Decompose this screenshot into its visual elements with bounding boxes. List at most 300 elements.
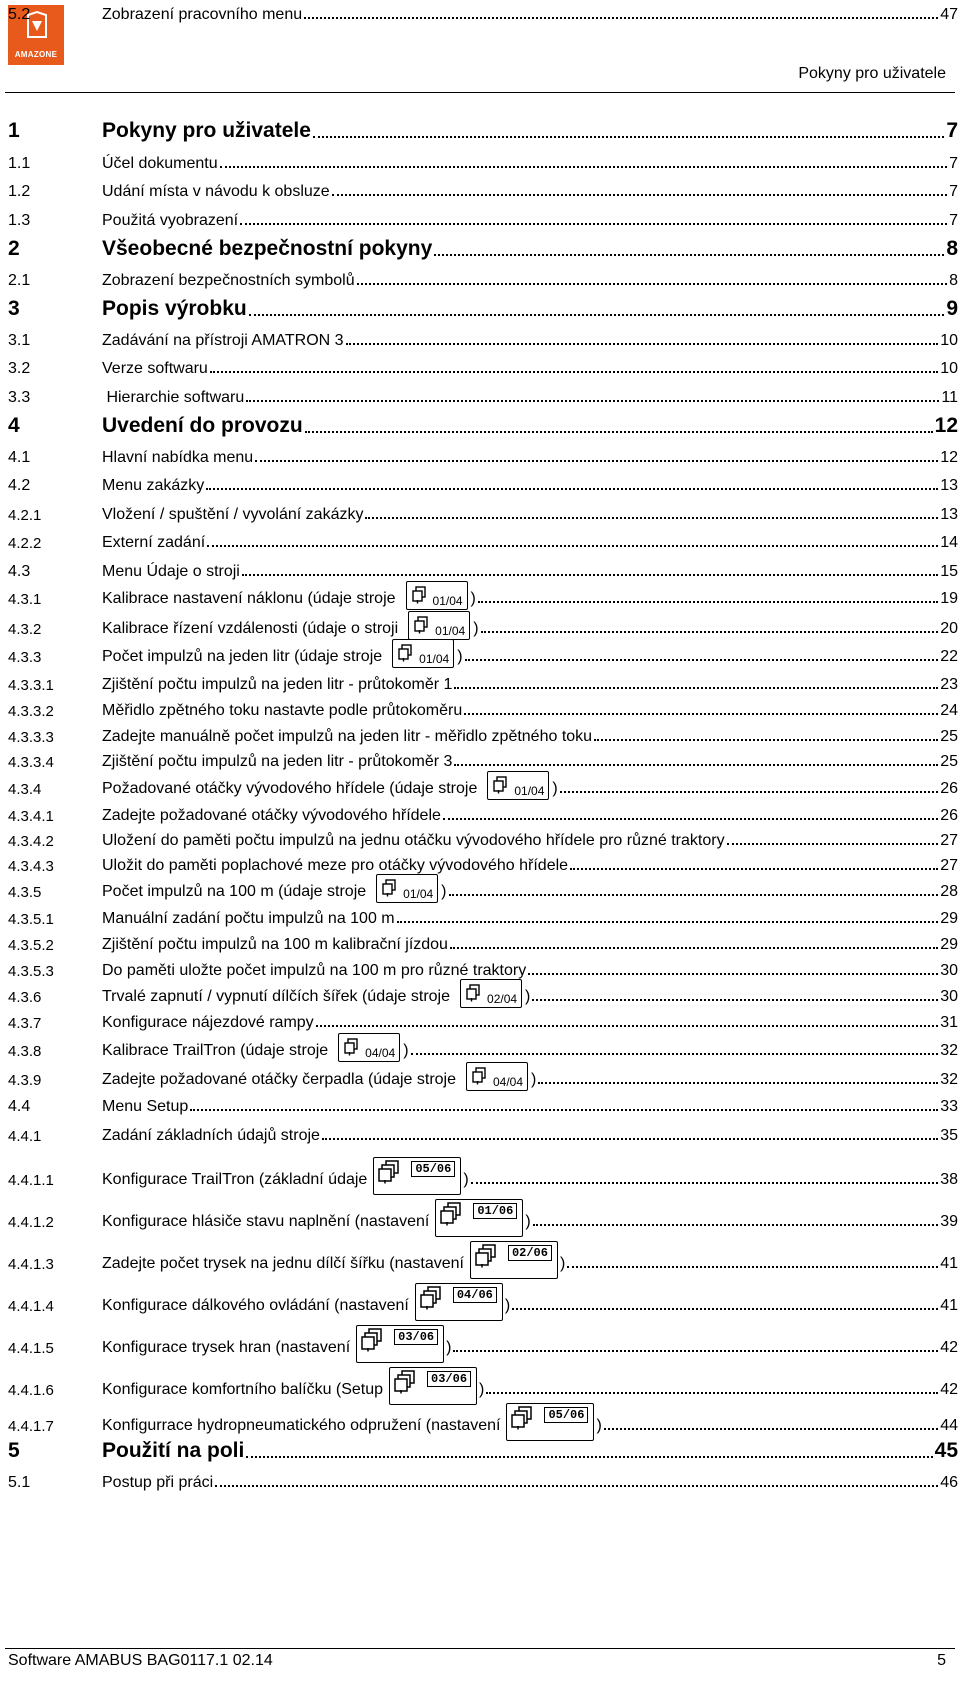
toc-entry-title-text: Popis výrobku <box>102 297 247 320</box>
toc-entry-title <box>102 119 311 143</box>
toc-entry-page: 44 <box>940 1417 958 1434</box>
toc-entry-number: 4.3.3.3 <box>8 729 54 746</box>
toc-entry-title-text: Postup při práci <box>102 1474 214 1491</box>
toc-entry[interactable] <box>8 471 958 495</box>
toc-entry-title-text: Zadávání na přístroji AMATRON 3 <box>102 332 344 349</box>
dot-leader <box>560 791 939 793</box>
dot-leader <box>532 999 938 1001</box>
toc-entry-title-text: Menu Setup <box>102 1098 189 1115</box>
toc-entry-number: 4.4.1 <box>8 1128 42 1145</box>
toc-entry-number: 4.2 <box>8 477 31 494</box>
page-indicator: 04/06 <box>453 1287 497 1303</box>
toc-entry-number: 2.1 <box>8 272 31 289</box>
toc-entry[interactable] <box>8 119 958 143</box>
toc-entry-title <box>102 702 462 720</box>
toc-entry[interactable] <box>8 414 958 438</box>
toc-entry-title-text: Zadejte manuálně počet impulzů na jeden litr - měřidlo zpětného toku <box>102 728 593 745</box>
page-indicator: 04/04 <box>493 1075 524 1089</box>
setup-page-icon <box>435 1199 523 1237</box>
dot-leader <box>449 894 939 896</box>
toc-entry-page: 7 <box>949 155 958 172</box>
toc-entry-title-text: Externí zadání <box>102 534 206 551</box>
toc-entry-number: 4.3.7 <box>8 1015 42 1032</box>
dot-leader <box>533 1224 939 1226</box>
toc-entry-number: 4.3.1 <box>8 591 42 608</box>
dot-leader <box>464 713 938 715</box>
toc-entry-number: 4.3.4.2 <box>8 833 54 850</box>
machine-data-page-icon <box>466 1062 528 1091</box>
toc-entry-page: 35 <box>940 1127 958 1144</box>
toc-entry[interactable] <box>8 642 958 666</box>
toc-entry-title-text: Všeobecné bezpečnostní pokyny <box>102 237 433 260</box>
page-indicator: 02/04 <box>487 992 518 1006</box>
toc-entry-title-suffix: ) <box>470 590 476 607</box>
toc-entry-title-text: Konfigurace nájezdové rampy <box>102 1014 314 1031</box>
toc-entry-title-text: Kalibrace nastavení náklonu (údaje stroje <box>102 590 396 607</box>
dot-leader <box>397 921 939 923</box>
toc-entry-number: 1.3 <box>8 212 31 229</box>
toc-entry-title <box>102 977 530 1006</box>
toc-entry-title-text: Konfigurace dálkového ovládání (nastavení <box>102 1297 409 1314</box>
page-indicator: 01/06 <box>473 1203 517 1219</box>
toc-entry-title-suffix: ) <box>596 1417 602 1434</box>
toc-entry-page: 15 <box>940 563 958 580</box>
toc-entry[interactable] <box>8 1372 958 1399</box>
toc-entry[interactable] <box>8 500 958 524</box>
toc-entry-title <box>102 1439 244 1463</box>
toc-entry[interactable] <box>8 774 958 798</box>
toc-entry-title-suffix: ) <box>473 620 479 637</box>
toc-entry-title <box>102 297 247 321</box>
toc-entry-title <box>102 1127 320 1145</box>
toc-entry-page: 28 <box>940 883 958 900</box>
header-title: Pokyny pro uživatele <box>798 65 946 82</box>
toc-entry[interactable] <box>8 904 958 928</box>
toc-entry[interactable] <box>8 1439 958 1463</box>
toc-entry-number: 4.3.6 <box>8 989 42 1006</box>
toc-entry-title <box>102 332 344 350</box>
dot-leader <box>242 574 938 576</box>
toc-entry-page: 30 <box>940 962 958 979</box>
toc-entry-number: 3.2 <box>8 360 31 377</box>
toc-entry[interactable] <box>8 237 958 261</box>
toc-entry-title <box>102 728 592 746</box>
dot-leader <box>322 1138 938 1140</box>
toc-entry-title <box>102 637 463 666</box>
toc-entry-title-suffix: ) <box>559 1255 566 1272</box>
toc-entry-title-text: Uložení do paměti počtu impulzů na jednu otáčku vývodového hřídele pro různé traktory <box>102 832 725 849</box>
toc-entry-page: 33 <box>940 1098 958 1115</box>
footer-page-number: 5 <box>937 1652 946 1669</box>
toc-entry-title <box>102 1031 409 1060</box>
toc-entry[interactable] <box>8 930 958 954</box>
setup-page-icon <box>373 1157 461 1195</box>
setup-page-icon <box>470 1241 558 1279</box>
toc-entry-number: 5.1 <box>8 1474 31 1491</box>
toc-entry-title <box>102 389 244 407</box>
stacked-folder-icon <box>361 1328 383 1352</box>
toc-entry-number: 3 <box>8 297 20 320</box>
machine-data-page-icon <box>376 874 438 903</box>
toc-entry[interactable] <box>8 747 958 771</box>
toc-entry-page: 7 <box>946 119 958 142</box>
folder-icon <box>381 879 397 897</box>
toc-entry-page: 26 <box>940 780 958 797</box>
toc-entry-title-text: Uložit do paměti poplachové meze pro otáčky vývodového hřídele <box>102 857 569 874</box>
toc-entry-title-text: Použití na poli <box>102 1439 245 1462</box>
toc-entry-number: 3.1 <box>8 332 31 349</box>
folder-icon <box>411 586 427 604</box>
toc-entry-number: 4.3.5.2 <box>8 937 54 954</box>
toc-entry[interactable] <box>8 801 958 825</box>
stacked-folder-icon <box>440 1202 462 1226</box>
header-divider <box>5 92 955 93</box>
toc-entry-title-text: Konfigurace hlásiče stavu naplnění (nastavení <box>102 1213 430 1230</box>
setup-page-icon <box>356 1325 444 1363</box>
toc-entry[interactable] <box>8 1008 958 1032</box>
dot-leader <box>332 194 947 196</box>
dot-leader <box>346 343 939 345</box>
toc-entry-number: 4.3.3.2 <box>8 703 54 720</box>
toc-entry-title-text: Do paměti uložte počet impulzů na 100 m pro různé traktory <box>102 962 527 979</box>
toc-entry[interactable] <box>8 206 958 230</box>
toc-entry-page: 30 <box>940 988 958 1005</box>
toc-entry[interactable] <box>8 297 958 321</box>
folder-icon <box>471 1067 487 1085</box>
toc-entry-title <box>102 449 253 467</box>
toc-entry-page: 29 <box>940 910 958 927</box>
toc-entry-title <box>102 910 395 928</box>
toc-entry-page: 32 <box>940 1042 958 1059</box>
toc-entry-page: 20 <box>940 620 958 637</box>
toc-entry-title <box>102 872 447 901</box>
toc-entry-title <box>102 1014 314 1032</box>
toc-entry[interactable] <box>8 0 958 24</box>
toc-entry-number: 1.2 <box>8 183 31 200</box>
page-indicator: 01/04 <box>403 887 434 901</box>
toc-entry-title-text: Účel dokumentu <box>102 155 218 172</box>
dot-leader <box>207 545 938 547</box>
toc-entry-title <box>102 1361 484 1399</box>
toc-entry-number: 4.3.4.1 <box>8 808 54 825</box>
logo-brand: AMAZONE <box>14 50 58 59</box>
toc-entry-title <box>102 1319 451 1357</box>
toc-entry-title-text: Udání místa v návodu k obsluze <box>102 183 330 200</box>
page-indicator: 01/04 <box>435 624 466 638</box>
toc-entry[interactable] <box>8 1204 958 1231</box>
toc-entry-page: 25 <box>940 753 958 770</box>
toc-entry[interactable] <box>8 1330 958 1357</box>
machine-data-page-icon <box>338 1033 400 1062</box>
toc-entry[interactable] <box>8 877 958 901</box>
toc-entry[interactable] <box>8 1288 958 1315</box>
toc-entry-title-suffix: ) <box>504 1297 511 1314</box>
toc-entry-title <box>102 6 302 24</box>
dot-leader <box>304 17 938 19</box>
toc-entry-title <box>102 676 452 694</box>
toc-entry-title-suffix: ) <box>457 648 463 665</box>
toc-entry-page: 38 <box>940 1171 958 1188</box>
dot-leader <box>190 1109 938 1111</box>
dot-leader <box>453 1350 938 1352</box>
dot-leader <box>465 659 939 661</box>
toc-entry-title <box>102 477 204 495</box>
toc-entry-title-suffix: ) <box>463 1171 469 1188</box>
toc-entry-title <box>102 1098 188 1116</box>
toc-entry-title <box>102 272 355 290</box>
toc-entry-title-text: Použitá vyobrazení <box>102 212 239 229</box>
toc-entry-page: 8 <box>946 237 958 260</box>
toc-entry-title-text: Zobrazení pracovního menu <box>102 6 303 23</box>
dot-leader <box>443 818 938 820</box>
toc-entry-page: 31 <box>940 1014 958 1031</box>
toc-entry[interactable] <box>8 177 958 201</box>
toc-entry-title-text: Zjištění počtu impulzů na 100 m kalibrační jízdou <box>102 936 448 953</box>
toc-entry-title <box>102 237 432 261</box>
folder-icon <box>492 776 508 794</box>
toc-entry-number: 5.2 <box>8 6 31 23</box>
toc-entry-title-suffix: ) <box>525 1213 531 1230</box>
toc-entry-number: 4.3.5.3 <box>8 963 54 980</box>
toc-entry[interactable] <box>8 1121 958 1145</box>
toc-entry-title <box>102 769 558 798</box>
toc-entry-title-text: Vložení / spuštění / vyvolání zakázky <box>102 506 364 523</box>
dot-leader <box>305 431 933 433</box>
toc-entry-title-text: Kalibrace řízení vzdálenosti (údaje o stroji <box>102 620 399 637</box>
page-indicator: 03/06 <box>427 1371 471 1387</box>
stacked-folder-icon <box>511 1406 533 1430</box>
toc-entry-title-text: Verze softwaru <box>102 360 208 377</box>
toc-entry-title-text: Menu zakázky <box>102 477 205 494</box>
toc-entry-title-text: Zobrazení bezpečnostních symbolů <box>102 272 355 289</box>
toc-entry-title-text: Zjištění počtu impulzů na jeden litr - průtokoměr 1 <box>102 676 453 693</box>
toc-entry-number: 4.2.2 <box>8 535 42 552</box>
toc-entry-number: 3.3 <box>8 389 31 406</box>
toc-entry[interactable] <box>8 149 958 173</box>
toc-entry[interactable] <box>8 1162 958 1189</box>
toc-entry-page: 9 <box>946 297 958 320</box>
dot-leader <box>220 166 947 168</box>
toc-entry-number: 4.4.1.6 <box>8 1382 54 1399</box>
toc-entry-page: 41 <box>940 1255 958 1272</box>
toc-entry-page: 32 <box>940 1071 958 1088</box>
toc-entry-page: 29 <box>940 936 958 953</box>
toc-entry-page: 42 <box>940 1339 958 1356</box>
page-indicator: 03/06 <box>394 1329 438 1345</box>
toc-entry-title-text: Počet impulzů na jeden litr (údaje stroje <box>102 648 383 665</box>
toc-entry[interactable] <box>8 982 958 1006</box>
toc-entry[interactable] <box>8 696 958 720</box>
dot-leader <box>246 400 939 402</box>
toc-entry-title <box>102 1151 469 1189</box>
toc-entry[interactable] <box>8 722 958 746</box>
toc-entry-title-suffix: ) <box>525 988 531 1005</box>
toc-entry-number: 4.3.5 <box>8 884 42 901</box>
toc-entry-page: 10 <box>940 332 958 349</box>
toc-entry-title-text: Pokyny pro uživatele <box>102 119 311 142</box>
page-indicator: 05/06 <box>544 1407 588 1423</box>
toc-entry-title-text: Konfigurace trysek hran (nastavení <box>102 1339 351 1356</box>
toc-entry-page: 11 <box>941 389 958 406</box>
dot-leader <box>357 283 948 285</box>
dot-leader <box>528 973 938 975</box>
toc-entry-page: 12 <box>940 449 958 466</box>
toc-entry[interactable] <box>8 326 958 350</box>
dot-leader <box>471 1182 939 1184</box>
toc-entry-number: 1.1 <box>8 155 31 172</box>
folder-icon <box>413 616 429 634</box>
toc-entry[interactable] <box>8 826 958 850</box>
dot-leader <box>481 631 939 633</box>
toc-entry-title-text: Konfigurace komfortního balíčku (Setup <box>102 1381 384 1398</box>
toc-entry[interactable] <box>8 354 958 378</box>
toc-entry-title-text: Zadejte požadované otáčky čerpadla (údaje stroje <box>102 1071 456 1088</box>
dot-leader <box>215 1485 938 1487</box>
toc-entry[interactable] <box>8 443 958 467</box>
stacked-folder-icon <box>378 1160 400 1184</box>
toc-entry-page: 13 <box>940 477 958 494</box>
dot-leader <box>246 1456 932 1458</box>
toc-entry-title-suffix: ) <box>441 883 447 900</box>
machine-data-page-icon <box>460 979 522 1008</box>
toc-entry-page: 10 <box>940 360 958 377</box>
toc-entry-page: 25 <box>940 728 958 745</box>
toc-entry-title <box>102 212 238 230</box>
toc-entry-number: 4.3.4 <box>8 781 42 798</box>
toc-entry-number: 4.2.1 <box>8 507 42 524</box>
page-indicator: 05/06 <box>411 1161 455 1177</box>
toc-entry-number: 2 <box>8 237 20 260</box>
toc-entry-number: 4.3.3 <box>8 649 42 666</box>
toc-entry[interactable] <box>8 584 958 608</box>
toc-entry[interactable] <box>8 528 958 552</box>
toc-entry[interactable] <box>8 1408 958 1435</box>
dot-leader <box>450 947 938 949</box>
toc-entry-title-suffix: ) <box>531 1071 537 1088</box>
dot-leader <box>434 254 944 256</box>
toc-entry-number: 1 <box>8 119 20 142</box>
toc-entry-title <box>102 534 205 552</box>
toc-entry-title <box>102 832 725 850</box>
toc-entry-page: 39 <box>940 1213 958 1230</box>
toc-entry-title-text: Trvalé zapnutí / vypnutí dílčích šířek (údaje stroje <box>102 988 451 1005</box>
toc-entry-page: 42 <box>940 1381 958 1398</box>
dot-leader <box>206 488 938 490</box>
toc-entry[interactable] <box>8 266 958 290</box>
toc-entry-number: 5 <box>8 1439 20 1462</box>
dot-leader <box>486 1392 938 1394</box>
toc-entry-title-text: Hlavní nabídka menu <box>102 449 254 466</box>
toc-entry-page: 24 <box>940 702 958 719</box>
toc-entry-page: 12 <box>934 414 958 437</box>
toc-entry[interactable] <box>8 614 958 638</box>
toc-entry-title-text: Konfigurace TrailTron (základní údaje <box>102 1171 368 1188</box>
footer-divider <box>5 1648 955 1649</box>
dot-leader <box>313 136 944 138</box>
stacked-folder-icon <box>420 1286 442 1310</box>
toc-entry[interactable] <box>8 1036 958 1060</box>
toc-entry-title-suffix: ) <box>446 1339 452 1356</box>
toc-entry[interactable] <box>8 1246 958 1273</box>
footer-document-id: Software AMABUS BAG0117.1 02.14 <box>8 1652 273 1669</box>
dot-leader <box>249 314 945 316</box>
toc-entry-page: 41 <box>940 1297 958 1314</box>
page-indicator: 04/04 <box>365 1046 396 1060</box>
toc-entry[interactable] <box>8 383 958 407</box>
page-indicator: 02/06 <box>508 1245 552 1261</box>
stacked-folder-icon <box>475 1244 497 1268</box>
toc-entry-number: 4.3.4.3 <box>8 858 54 875</box>
toc-entry-title-text: Zjištění počtu impulzů na jeden litr - průtokoměr 3 <box>102 753 453 770</box>
toc-entry-title-text: Menu Údaje o stroji <box>102 563 240 580</box>
toc-entry[interactable] <box>8 670 958 694</box>
toc-entry-title-text: Hierarchie softwaru <box>102 389 245 406</box>
toc-entry-page: 19 <box>940 590 958 607</box>
dot-leader <box>727 843 939 845</box>
toc-entry-title-text: Kalibrace TrailTron (údaje stroje <box>102 1042 329 1059</box>
folder-icon <box>465 984 481 1002</box>
dot-leader <box>454 764 938 766</box>
dot-leader <box>512 1308 938 1310</box>
dot-leader <box>316 1025 939 1027</box>
toc-entry-title <box>102 609 479 638</box>
toc-entry-title-suffix: ) <box>552 780 558 797</box>
toc-entry-title-text: Konfigurrace hydropneumatického odpružení (nastavení <box>102 1417 501 1434</box>
page-indicator: 01/04 <box>432 594 463 608</box>
toc-entry-title <box>102 155 218 173</box>
toc-entry-number: 4.4.1.2 <box>8 1214 54 1231</box>
toc-entry-number: 4 <box>8 414 20 437</box>
toc-entry-page: 8 <box>949 272 958 289</box>
dot-leader <box>411 1053 939 1055</box>
toc-entry-number: 4.4.1.5 <box>8 1340 54 1357</box>
toc-entry-title-text: Počet impulzů na 100 m (údaje stroje <box>102 883 367 900</box>
dot-leader <box>210 371 938 373</box>
setup-page-icon <box>415 1283 503 1321</box>
toc-entry[interactable] <box>8 1092 958 1116</box>
toc-entry[interactable] <box>8 557 958 581</box>
toc-entry-title-text: Uvedení do provozu <box>102 414 303 437</box>
toc-entry-page: 26 <box>940 807 958 824</box>
dot-leader <box>365 517 938 519</box>
toc-entry-number: 4.3.9 <box>8 1072 42 1089</box>
machine-data-page-icon <box>392 639 454 668</box>
toc-entry-page: 7 <box>949 183 958 200</box>
toc-entry-title <box>102 1397 602 1435</box>
toc-entry-number: 4.1 <box>8 449 31 466</box>
toc-entry-page: 27 <box>940 857 958 874</box>
stacked-folder-icon <box>394 1370 416 1394</box>
dot-leader <box>567 1266 938 1268</box>
toc-entry-page: 45 <box>934 1439 958 1462</box>
toc-entry-title-text: Měřidlo zpětného toku nastavte podle průtokoměru <box>102 702 463 719</box>
setup-page-icon <box>506 1403 594 1441</box>
toc-entry-number: 4.3.8 <box>8 1043 42 1060</box>
toc-entry-title <box>102 807 441 825</box>
machine-data-page-icon <box>487 771 549 800</box>
toc-entry-title <box>102 1060 536 1089</box>
toc-entry[interactable] <box>8 1468 958 1492</box>
machine-data-page-icon <box>406 581 468 610</box>
toc-entry-title <box>102 1474 213 1492</box>
toc-entry-page: 46 <box>940 1474 958 1491</box>
toc-entry-title-suffix: ) <box>479 1381 485 1398</box>
dot-leader <box>594 739 938 741</box>
page-indicator: 01/04 <box>419 652 450 666</box>
toc-entry[interactable] <box>8 1065 958 1089</box>
toc-entry-number: 4.4.1.4 <box>8 1298 54 1315</box>
machine-data-page-icon <box>408 611 470 640</box>
